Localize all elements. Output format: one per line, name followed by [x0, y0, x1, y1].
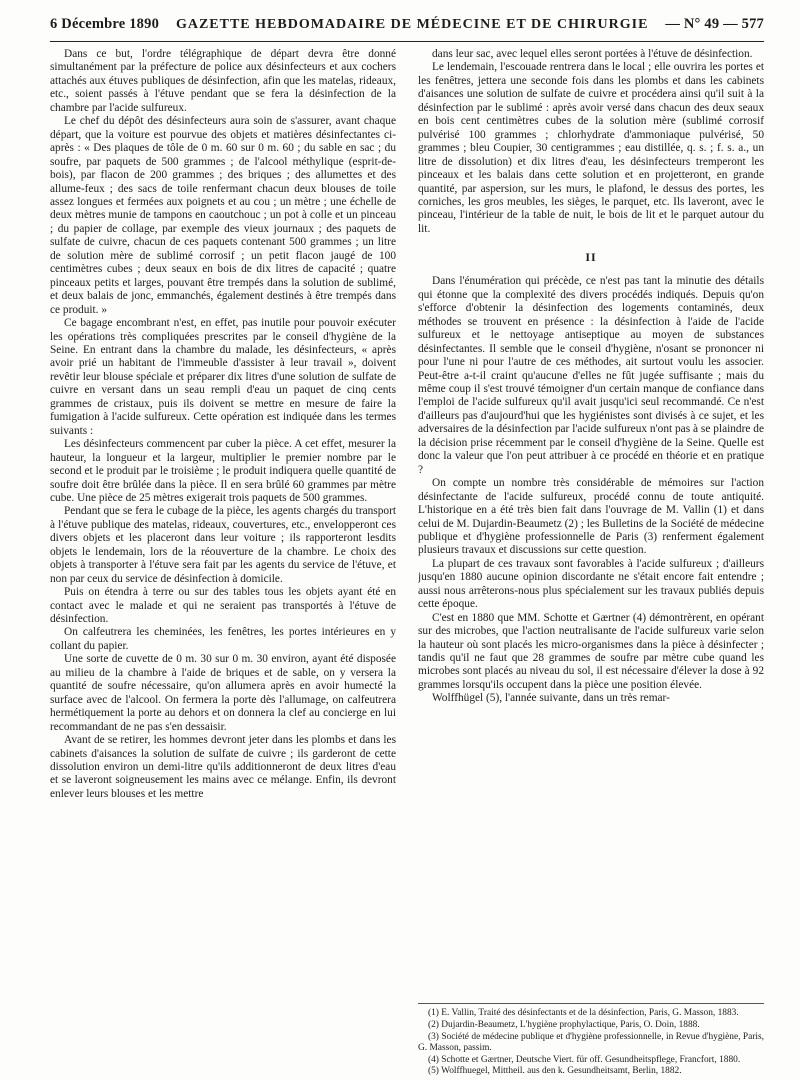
- footnotes: [418, 1003, 764, 1078]
- journal-title: GAZETTE HEBDOMADAIRE DE MÉDECINE ET DE CHIRURGIE: [175, 17, 649, 32]
- text-columns: [50, 48, 764, 1078]
- paragraph: Dans ce but, l'ordre télégraphique de départ devra être donné simultanément par la préfecture de police aux désinfecteurs et aux cochers attachés aux étuves publiques de désinfection, afin que les matelas, rideaux, etc., soient passés à l'étuve pendant que se fera la désinfection de la chambre par l'acide sulfureux.: [50, 48, 396, 114]
- paragraph: dans leur sac, avec lequel elles seront portées à l'étuve de désinfection.: [432, 48, 753, 60]
- paragraph: Wolffhügel (5), l'année suivante, dans un très remar-: [432, 692, 670, 705]
- header-date: 6 Décembre 1890: [50, 16, 160, 32]
- right-column: [418, 48, 764, 1078]
- paragraph: Avant de se retirer, les hommes devront jeter dans les plombs et dans les cabinets d'aisances la solution de sulfate de cuivre ; ils garderont de cette dissolution environ un demi-litre qu'ils additionneront de deux litres d'eau et se laveront soigneusement les mains avec ce mélange. Enfin, ils devront enlever leurs blouses et les mettre: [50, 734, 396, 800]
- paragraph: Le chef du dépôt des désinfecteurs aura soin de s'assurer, avant chaque départ, que la voiture est pourvue des objets et matières désinfectantes ci-après : « Des plaques de tôle de 0 m. 60 sur 0 m. 60 ; du sable en sac ; du soufre, par paquets de 500 grammes ; de l'alcool méthylique (esprit-de-bois), par flacon de 200 grammes ; des briques ; des allumettes et des allume-feux ; des sacs de toile renfermant chacun deux blouses de toile assez longues et fermées aux poignets et au cou ; un mètre ; une échelle de deux mètres munie de tampons en caoutchouc ; un pot à colle et un pinceau ; du papier de collage, par exemple des vieux journaux ; des paquets de sulfate de cuivre, chacun de ces paquets contenant 500 grammes ; un litre de solution mère de sublimé corrosif ; un petit flacon jaugé de 100 centimètres cubes ; deux seaux en bois de dix litres de capacité ; quatre pinceaux petits et larges, pouvant être trempés dans la solution de sublimé, et deux balais de jonc, emmanchés, également destinés à être trempés dans ce produit. »: [50, 115, 396, 316]
- paragraph: On calfeutrera les cheminées, les fenêtres, les portes intérieures en y collant du papier.: [50, 626, 396, 652]
- paragraph: Puis on étendra à terre ou sur des tables tous les objets ayant été en contact avec le malade et qui ne seraient pas transportés à l'étuve de désinfection.: [50, 586, 396, 626]
- running-head: [50, 16, 764, 42]
- footnote: (4) Schotte et Gærtner, Deutsche Viert. für off. Gesundheitspflege, Francfort, 1880.: [428, 1054, 741, 1065]
- paragraph: Les désinfecteurs commencent par cuber la pièce. A cet effet, mesurer la hauteur, la longueur et la largeur, multiplier le premier nombre par le second et le produit par le troisième ; le produit indiquera quelle quantité de soufre doit être brûlée dans la pièce. Il en sera brûlé 60 grammes par mètre cube. Une pièce de 25 mètres exigerait trois paquets de 500 grammes.: [50, 438, 396, 504]
- footnote: (2) Dujardin-Beaumetz, L'hygiène prophylactique, Paris, O. Doin, 1888.: [428, 1020, 700, 1031]
- section-heading: II: [585, 250, 597, 265]
- footnote: (5) Wolffhuegel, Mittheil. aus den k. Gesundheitsamt, Berlin, 1882.: [428, 1066, 682, 1077]
- paragraph: On compte un nombre très considérable de mémoires sur l'action désinfectante de l'acide sulfureux, procédé connu de toute antiquité. L'historique en a été très bien fait dans l'ouvrage de M. Vallin (1) et dans celui de M. Dujardin-Beaumetz (2) ; les Bulletins de la Société de médecine publique et d'hygiène professionnelle de Paris (3) renferment également plusieurs travaux et discussions sur cette question.: [418, 477, 764, 557]
- paragraph: Le lendemain, l'escouade rentrera dans le local ; elle ouvrira les portes et les fenêtres, jettera une seconde fois dans les plombs et dans les cabinets d'aisances une solution de sulfate de cuivre et procédera ainsi qu'il suit à la désinfection par le sublimé : après avoir versé dans chacun des deux seaux en bois cent centimètres cubes de la solution mère (sublimé corrosif pulvérisé 100 grammes ; chlorhydrate d'ammoniaque pulvérisé, 50 grammes ; bleu Coupier, 30 centigrammes ; eau distillée, q. s. ; f. s. a., un litre de dissolution) et dix litres d'eau, les désinfecteurs tremperont les pinceaux et les balais dans cette solution et en projetteront, en grande quantité, par aspersion, sur les murs, le plafond, le dessus des portes, les corniches, les gros meubles, les sièges, le parquet, etc. Ils laveront, avec le pinceau, l'intérieur de la table de nuit, le bois de lit et le parquet autour du lit.: [418, 61, 764, 235]
- footnote: (3) Société de médecine publique et d'hygiène professionnelle, in Revue d'hygiène, Paris, G. Masson, passim.: [418, 1031, 764, 1054]
- paragraph: Pendant que se fera le cubage de la pièce, les agents chargés du transport à l'étuve publique des matelas, rideaux, couvertures, etc., envelopperont ces divers objets et les placeront dans leur voiture ; ils rapporteront lesdits objets le lendemain, lors de la réouverture de la chambre. Le choix des objets à transporter à l'étuve sera fait par les agents du service de l'étuve, et non par ceux du service de désinfection à domicile.: [50, 505, 396, 585]
- paragraph: C'est en 1880 que MM. Schotte et Gærtner (4) démontrèrent, en opérant sur des microbes, que l'action neutralisante de l'acide sulfureux varie selon la hauteur où sont placés les micro-organismes dans la pièce à désinfecter ; tandis qu'il ne faut que 28 grammes de soufre par mètre cube quand les microbes sont placés au niveau du sol, il est nécessaire d'élever la dose à 92 grammes lorsqu'ils occupent dans la pièce une position élevée.: [418, 611, 764, 691]
- paragraph: La plupart de ces travaux sont favorables à l'acide sulfureux ; d'ailleurs jusqu'en 1880 aucune opinion discordante ne s'était encore fait entendre ; aussi nous arrêterons-nous plus spécialement sur les travaux publiés depuis cette époque.: [418, 557, 764, 611]
- paragraph: Ce bagage encombrant n'est, en effet, pas inutile pour pouvoir exécuter les opérations très compliquées prescrites par le conseil d'hygiène de la Seine. En entrant dans la chambre du malade, les désinfecteurs, « après avoir prié un habitant de l'immeuble d'assister à leur travail », doivent revêtir leur blouse spéciale et préparer dix litres d'une solution de sulfate de cuivre en versant dans un seau rempli d'eau un paquet de cinq cents grammes de cristaux, puis ils doivent se mettre en mesure de faire la fumigation à l'acide sulfureux. Cette opération est indiquée dans les termes suivants :: [50, 317, 396, 437]
- issue-page-number: — N° 49 — 577: [665, 16, 764, 32]
- paragraph: Dans l'énumération qui précède, ce n'est pas tant la minutie des détails qui étonne que la complexité des divers procédés indiqués. Depuis qu'on s'efforce d'obtenir la désinfection des logements contaminés, deux méthodes se trouvent en présence : la désinfection à l'aide de l'acide sulfureux et le nettoyage antiseptique au moyen de substances désinfectantes. Il semble que le conseil d'hygiène, n'osant se prononcer ni pour l'une ni pour l'autre de ces méthodes, ait surtout voulu les associer. Peut-être a-t-il craint qu'aucune d'elles ne fût jugée suffisante ; mais du même coup il s'est trouvé témoigner d'un certain manque de confiance dans l'emploi de l'acide sulfureux qu'il avait jusqu'ici seul recommandé. Ce n'est d'ailleurs pas d'aujourd'hui que les hygiénistes sont divisés à ce sujet, et les adversaires de la désinfection par l'acide sulfureux n'ont pas à se plaindre de la décision prise récemment par le conseil d'hygiène de la Seine. Quelle est donc la valeur que l'on peut attribuer à ce procédé en théorie et en pratique ?: [418, 275, 764, 476]
- left-column: [50, 48, 396, 1078]
- paragraph: Une sorte de cuvette de 0 m. 30 sur 0 m. 30 environ, ayant été disposée au milieu de la chambre à l'aide de briques et de sable, on y versera la quantité de soufre nécessaire, qu'on allumera après en avoir humecté la surface avec de l'alcool. On fermera la porte dès l'allumage, on calfeutrera hermétiquement la porte au dehors et on donnera la clef au concierge en lui recommandant de ne pas s'en dessaisir.: [50, 653, 396, 733]
- footnote: (1) E. Vallin, Traité des désinfectants et de la désinfection, Paris, G. Masson, 1883.: [428, 1008, 739, 1019]
